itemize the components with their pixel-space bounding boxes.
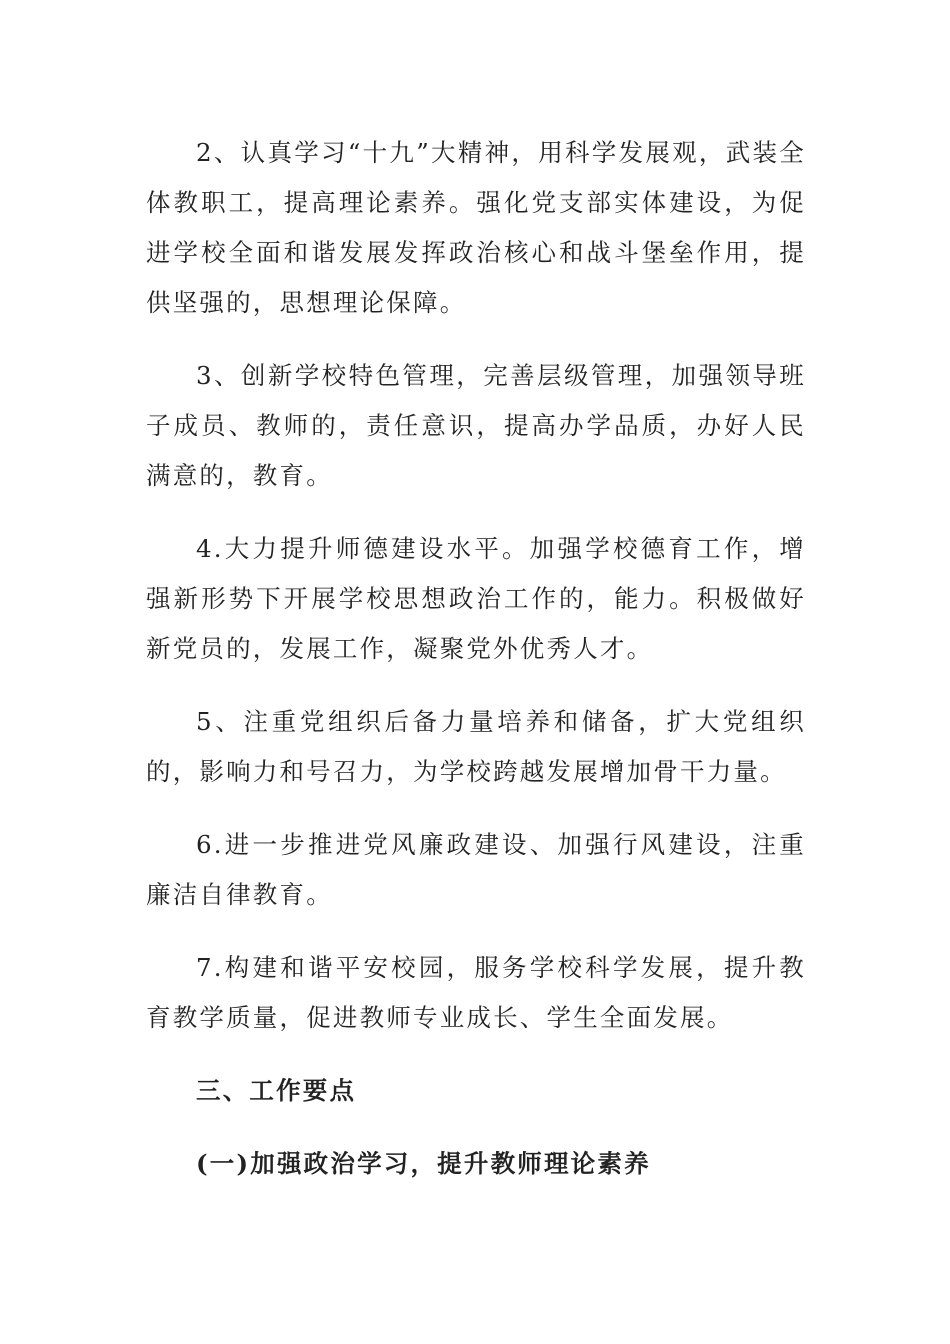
paragraph-item-5: 5、注重党组织后备力量培养和储备，扩大党组织的，影响力和号召力，为学校跨越发展增加骨干力量。	[146, 707, 806, 786]
paragraph-item-2: 2、认真学习“十九”大精神，用科学发展观，武装全体教职工，提高理论素养。强化党支部实体建设，为促进学校全面和谐发展发挥政治核心和战斗堡垒作用，提供坚强的，思想理论保障。	[146, 138, 806, 317]
document-body	[146, 128, 806, 1212]
paragraph-item-4: 4.大力提升师德建设水平。加强学校德育工作，增强新形势下开展学校思想政治工作的，能力。积极做好新党员的，发展工作，凝聚党外优秀人才。	[146, 534, 806, 663]
section-heading: 三、工作要点	[196, 1076, 357, 1105]
paragraph-item-6: 6.进一步推进党风廉政建设、加强行风建设，注重廉洁自律教育。	[146, 830, 806, 909]
paragraph-item-3: 3、创新学校特色管理，完善层级管理，加强领导班子成员、教师的，责任意识，提高办学品质，办好人民满意的，教育。	[146, 361, 806, 490]
paragraph-item-7: 7.构建和谐平安校园，服务学校科学发展，提升教育教学质量，促进教师专业成长、学生全面发展。	[146, 953, 806, 1032]
subsection-heading: (一)加强政治学习，提升教师理论素养	[196, 1149, 651, 1178]
